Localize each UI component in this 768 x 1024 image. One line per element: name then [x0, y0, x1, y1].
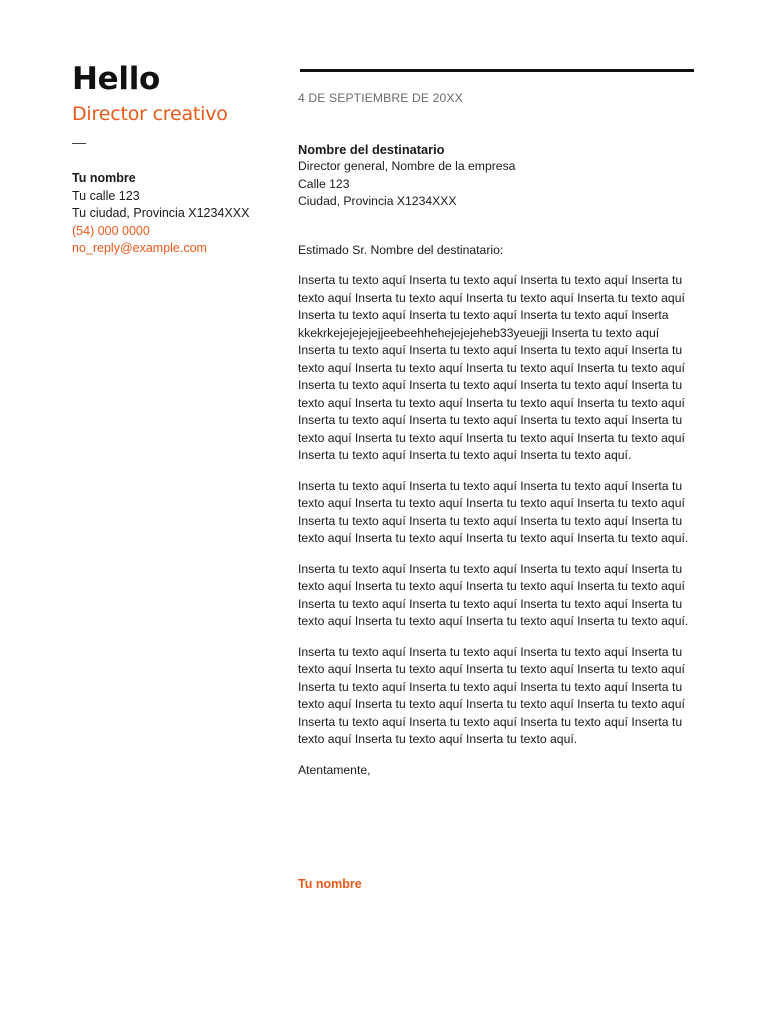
sender-contact: [72, 170, 272, 258]
body-paragraph: Inserta tu texto aquí Inserta tu texto aquí Inserta tu texto aquí Inserta tu texto aquí Inserta tu texto aquí Inserta tu texto aquí Inserta tu texto aquí Inserta tu texto aquí Inserta tu texto aquí Inserta tu texto aquí Inserta tu texto aquí Inserta tu texto aquí Inserta tu texto aquí Inserta tu texto aquí.: [298, 478, 689, 545]
body-paragraph: Inserta tu texto aquí Inserta tu texto aquí Inserta tu texto aquí Inserta tu texto aquí Inserta tu texto aquí Inserta tu texto aquí Inserta tu texto aquí Inserta tu texto aquí Inserta tu texto aquí Inserta tu texto aquí Inserta tu texto aquí Inserta tu texto aquí Inserta tu texto aquí Inserta tu texto aquí.: [298, 561, 689, 628]
recipient-city: Ciudad, Provincia X1234XXX: [298, 194, 457, 208]
sender-city: Tu ciudad, Provincia X1234XXX: [72, 206, 250, 220]
letter-body: [298, 90, 698, 779]
body-paragraph: Inserta tu texto aquí Inserta tu texto aquí Inserta tu texto aquí Inserta tu texto aquí Inserta tu texto aquí Inserta tu texto aquí Inserta tu texto aquí Inserta tu texto aquí Inserta tu texto aquí Inserta tu texto aquí Inserta tu texto aquí Inserta tu texto aquí Inserta tu texto aquí Inserta tu texto aquí Inserta tu texto aquí Inserta tu texto aquí Inserta tu texto aquí Inserta tu texto aquí Inserta tu texto aquí Inserta tu texto aquí.: [298, 644, 685, 746]
sender-role: Director creativo: [72, 103, 228, 125]
recipient-street: Calle 123: [298, 176, 350, 191]
recipient-name: Nombre del destinatario: [298, 141, 445, 157]
letter-date: 4 DE SEPTIEMBRE DE 20XX: [298, 91, 463, 105]
salutation: Estimado Sr. Nombre del destinatario:: [298, 242, 504, 257]
sender-street: Tu calle 123: [72, 188, 140, 203]
sender-phone[interactable]: (54) 000 0000: [72, 223, 150, 238]
recipient-title: Director general, Nombre de la empresa: [298, 159, 516, 173]
sender-column: [72, 60, 272, 258]
sender-email[interactable]: no_reply@example.com: [72, 241, 207, 255]
recipient-block: [298, 141, 698, 211]
header-rule: [300, 69, 694, 72]
sender-heading: Hello: [72, 61, 161, 97]
divider-dash: —: [72, 134, 86, 150]
sender-name: Tu nombre: [72, 171, 136, 185]
signature-name: Tu nombre: [298, 877, 362, 891]
closing: Atentamente,: [298, 762, 371, 777]
body-paragraph: Inserta tu texto aquí Inserta tu texto aquí Inserta tu texto aquí Inserta tu texto aquí Inserta tu texto aquí Inserta tu texto aquí Inserta tu texto aquí Inserta tu texto aquí Inserta tu texto aquí Inserta tu texto aquí Inserta kkekrkejejejejejjeebeehhehejejejeheb33yeuejji Inserta tu texto aquí Inserta tu texto aquí Inserta tu texto aquí Inserta tu texto aquí Inserta tu texto aquí Inserta tu texto aquí Inserta tu texto aquí Inserta tu texto aquí Inserta tu texto aquí Inserta tu texto aquí Inserta tu texto aquí Inserta tu texto aquí Inserta tu texto aquí Inserta tu texto aquí Inserta tu texto aquí Inserta tu texto aquí Inserta tu texto aquí Inserta tu texto aquí Inserta tu texto aquí Inserta tu texto aquí Inserta tu texto aquí Inserta tu texto aquí Inserta tu texto aquí Inserta tu texto aquí Inserta tu texto aquí.: [298, 273, 685, 462]
